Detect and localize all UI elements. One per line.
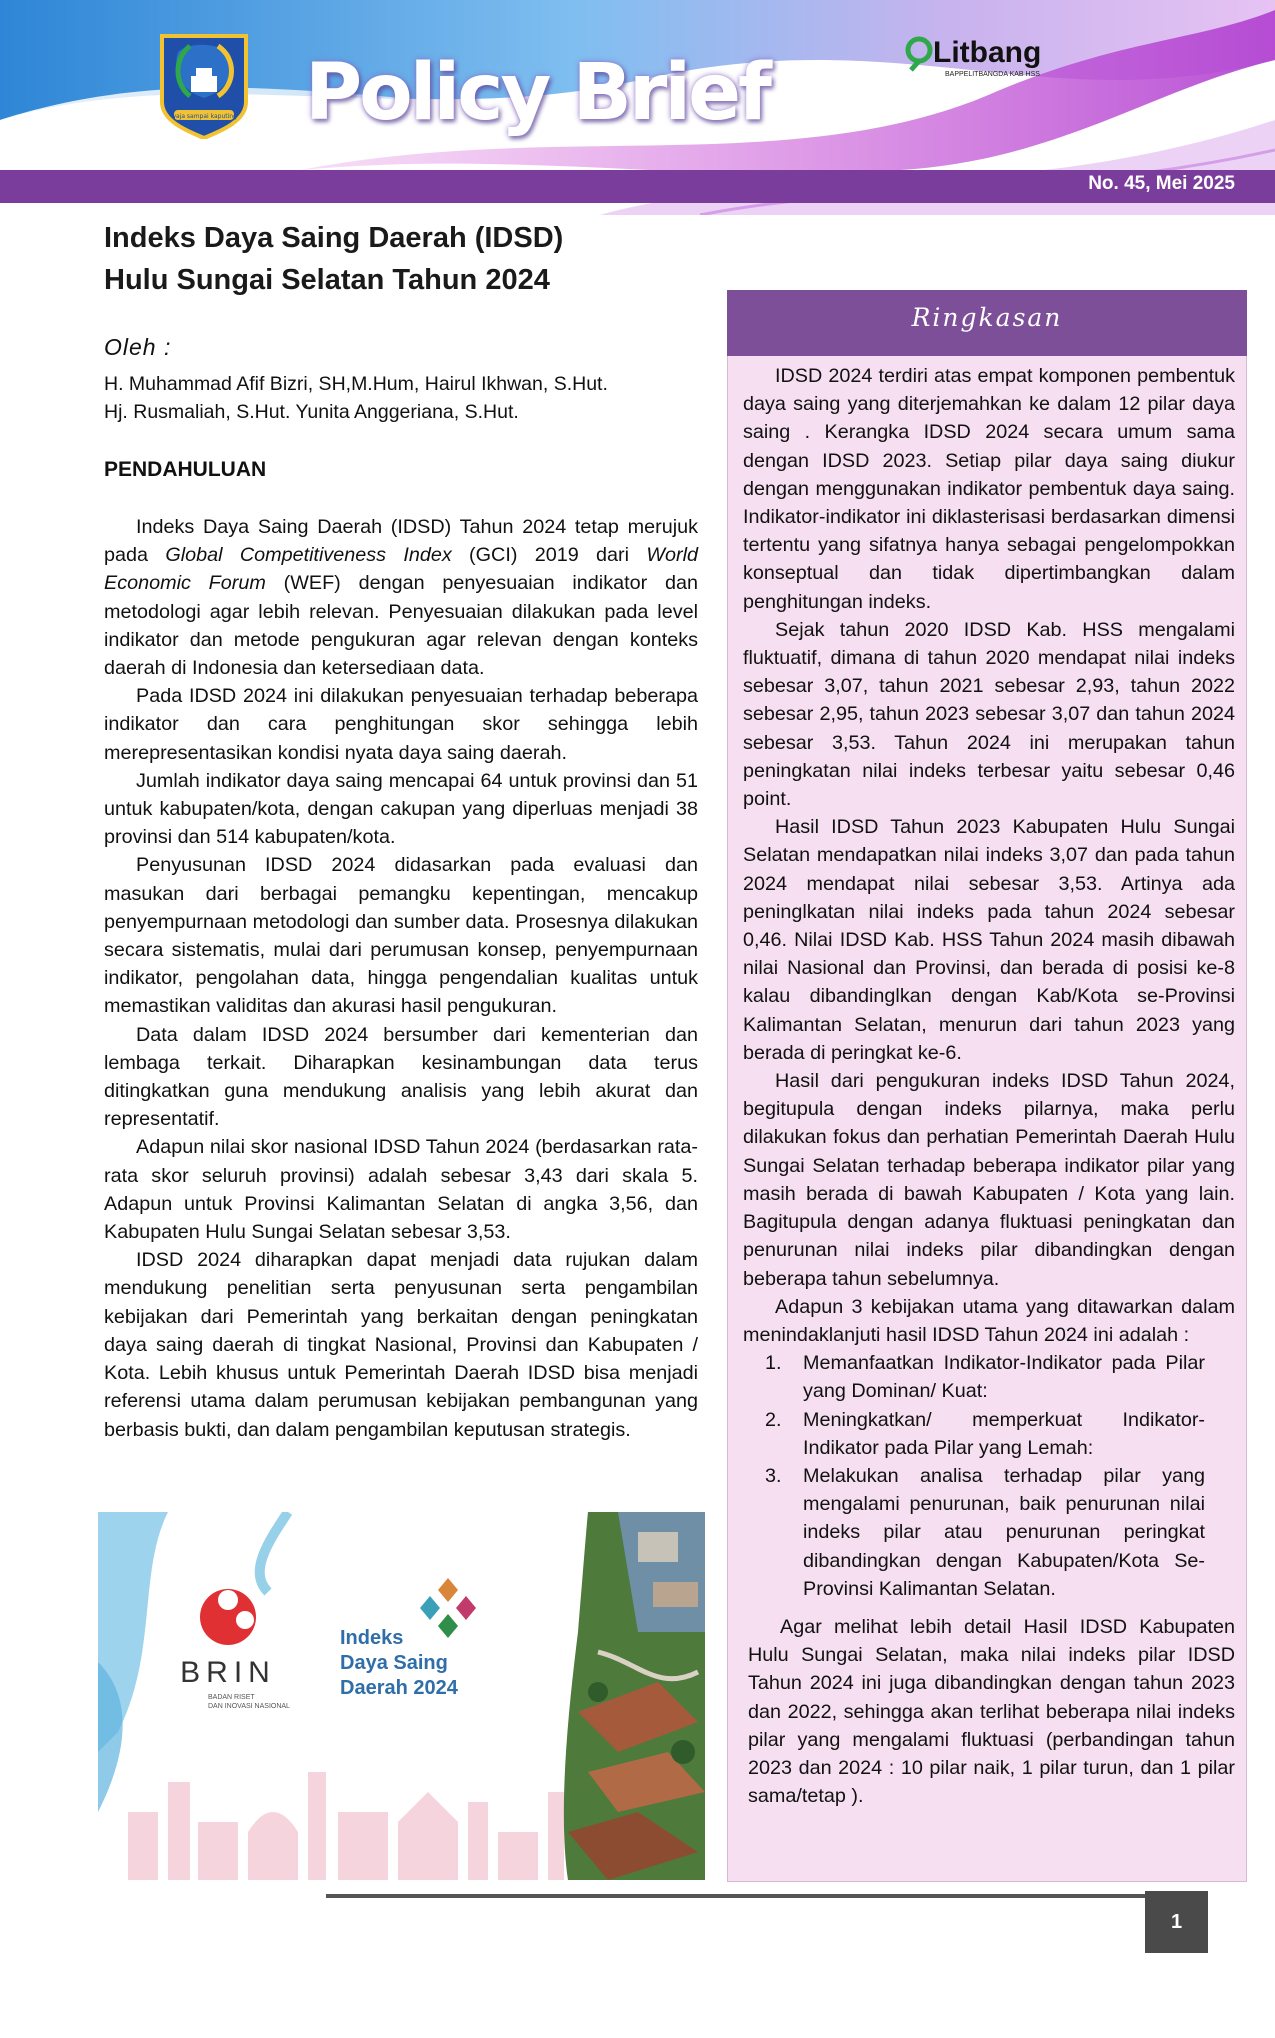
intro-p1-text-b: (GCI) 2019 dari <box>451 544 647 567</box>
summary-title: Ringkasan <box>911 303 1063 332</box>
brin-subtext-2: DAN INOVASI NASIONAL <box>208 1703 290 1710</box>
policy-text: Melakukan analisa terhadap pilar yang mengalami penurunan, baik penurunan nilai indeks pilar atau penurunan peringkat dibandingkan dengan Kabupaten/Kota Se-Provinsi Kalimantan Selatan. <box>803 1464 1205 1600</box>
intro-paragraph-4: Penyusunan IDSD 2024 didasarkan pada evaluasi dan masukan dari berbagai pemangku kepentingan, mencakup penyempurnaan metodologi dan sumber data. Prosesnya dilakukan secara sistematis, mulai dari perumusan konsep, penyempurnaan indikator, pengolahan data, hingga pengendalian kualitas untuk memastikan validitas dan akurasi hasil pengukuran. <box>104 854 698 1018</box>
intro-paragraph-6: Adapun nilai skor nasional IDSD Tahun 2024 (berdasarkan rata-rata skor seluruh provinsi) adalah sebesar 3,43 dari skala 5. Adapun untuk Provinsi Kalimantan Selatan di angka 3,56, dan Kabupaten Hulu Sungai Selatan sebesar 3,53. <box>104 1136 698 1244</box>
idsd-logo-line1: Indeks <box>340 1627 404 1649</box>
policy-list <box>743 1349 1235 1603</box>
authors-line2: Hj. Rusmaliah, S.Hut. Yunita Anggeriana, S.Hut. <box>104 401 519 423</box>
policy-list-item <box>743 1462 1235 1603</box>
document-title-line1: Indeks Daya Saing Daerah (IDSD) <box>104 222 564 254</box>
intro-p1-wef: World Economic Forum <box>104 544 698 595</box>
author-label: Oleh : <box>104 334 172 360</box>
summary-paragraph-1: IDSD 2024 terdiri atas empat komponen pembentuk daya saing yang diterjemahkan ke dalam 12 pilar daya saing . Kerangka IDSD 2024 secara umum sama dengan IDSD 2023. Setiap pilar daya saing diukur dengan menggunakan indikator pembentuk daya saing. Indikator-indikator ini diklasterisasi berdasarkan dimensi tertentu yang sifatnya hanya sebagai pengelompokkan konseptual dan tidak dipertimbangkan dalam penghitungan indeks. <box>743 365 1235 613</box>
litbang-logo <box>905 32 1080 84</box>
crest-motto: waja sampai kaputing <box>171 113 237 120</box>
authors-line1: H. Muhammad Afif Bizri, SH,M.Hum, Hairul Ikhwan, S.Hut. <box>104 373 608 395</box>
regency-crest-logo <box>158 32 250 139</box>
section-heading: PENDAHULUAN <box>104 458 267 481</box>
intro-p1-text-a: Indeks Daya Saing Daerah (IDSD) Tahun 2024 tetap merujuk pada <box>104 516 698 567</box>
intro-paragraph-3: Jumlah indikator daya saing mencapai 64 untuk provinsi dan 51 untuk kabupaten/kota, dengan cakupan yang diperluas menjadi 38 provinsi dan 514 kabupaten/kota. <box>104 769 698 849</box>
intro-paragraph-2: Pada IDSD 2024 ini dilakukan penyesuaian terhadap beberapa indikator dan cara penghitungan skor sehingga lebih merepresentasikan kondisi nyata daya saing daerah. <box>104 685 698 764</box>
intro-paragraph-7: IDSD 2024 diharapkan dapat menjadi data rujukan dalam mendukung penelitian serta penyusunan serta pengambilan kebijakan dari Pemerintah yang berkaitan dengan peningkatan daya saing daerah di tingkat Nasional, Provinsi dan Kabupaten / Kota. Lebih khusus untuk Pemerintah Daerah IDSD bisa menjadi referensi utama dalam perumusan kebijakan pembangunan yang berbasis bukti, dan dalam pengambilan keputusan strategis. <box>104 1249 698 1441</box>
idsd-logo-line3: Daerah 2024 <box>340 1677 458 1699</box>
brin-logo-text: BRIN <box>180 1656 276 1689</box>
summary-paragraph-2: Sejak tahun 2020 IDSD Kab. HSS mengalami fluktuatif, dimana di tahun 2020 mendapat nilai indeks sebesar 3,07, tahun 2021 sebesar 2,93, tahun 2022 sebesar 2,95, tahun 2023 sebesar 3,07 dan tahun 2024 sebesar 3,53. Tahun 2024 ini merupakan tahun peningkatan nilai indeks terbesar yaitu sebesar 0,46 point. <box>743 618 1235 811</box>
intro-paragraph-1 <box>104 513 698 682</box>
introduction-body <box>104 513 698 1444</box>
issue-bar <box>0 170 1275 203</box>
page-number: 1 <box>1145 1891 1208 1953</box>
summary-closing: Agar melihat lebih detail Hasil IDSD Kabupaten Hulu Sungai Selatan, maka nilai indeks pilar IDSD Tahun 2024 ini juga dibandingkan dengan tahun 2023 dan 2022, sehingga akan terlihat beberapa nilai indeks pilar yang mengalami fluktuasi (perbandingan tahun 2023 dan 2024 : 10 pilar naik, 1 pilar turun, dan 1 pilar sama/tetap ). <box>748 1615 1235 1808</box>
policy-text: Memanfaatkan Indikator-Indikator pada Pilar yang Dominan/ Kuat: <box>803 1352 1205 1403</box>
policy-text: Meningkatkan/ memperkuat Indikator-Indikator pada Pilar yang Lemah: <box>803 1408 1205 1459</box>
policy-number: 2. <box>765 1408 782 1431</box>
intro-p1-text-c: (WEF) dengan penyesuaian indikator dan metodologi agar lebih relevan. Penyesuaian dilakukan pada level indikator dan metode pengukuran agar relevan dengan konteks daerah di Indonesia dan ketersediaan data. <box>104 572 698 680</box>
summary-body <box>743 362 1235 1810</box>
idsd-2024-banner-image <box>98 1512 705 1880</box>
idsd-logo-line2: Daya Saing <box>340 1652 448 1674</box>
summary-paragraph-5: Adapun 3 kebijakan utama yang ditawarkan dalam menindaklanjuti hasil IDSD Tahun 2024 ini adalah : <box>743 1295 1235 1346</box>
document-title-line2: Hulu Sungai Selatan Tahun 2024 <box>104 264 550 296</box>
footer-rule <box>326 1894 1146 1898</box>
banner-title: Policy Brief <box>305 48 769 138</box>
policy-number: 3. <box>765 1464 782 1487</box>
town-aerial-photo <box>564 1512 705 1880</box>
litbang-logo-subtext: BAPPELITBANGDA KAB HSS <box>945 71 1040 78</box>
policy-list-item <box>743 1406 1235 1462</box>
intro-paragraph-5: Data dalam IDSD 2024 bersumber dari kementerian dan lembaga terkait. Diharapkan kesinambungan data terus ditingkatkan guna mendukung analisis yang lebih akurat dan representatif. <box>104 1023 698 1131</box>
policy-number: 1. <box>765 1352 782 1375</box>
intro-p1-gci: Global Competitiveness Index <box>165 544 452 567</box>
brin-subtext-1: BADAN RISET <box>208 1694 255 1701</box>
summary-paragraph-3: Hasil IDSD Tahun 2023 Kabupaten Hulu Sungai Selatan mendapatkan nilai indeks 3,07 dan pada tahun 2024 mendapat nilai sebesar 3,53. Artinya ada peninglkatan nilai indeks pada tahun 2024 sebesar 0,46. Nilai IDSD Kab. HSS Tahun 2024 masih dibawah nilai Nasional dan Provinsi, dan berada di posisi ke-8 kalau dibandinglkan dengan Kab/Kota se-Provinsi Kalimantan Selatan, menurun dari tahun 2023 yang berada di peringkat ke-6. <box>743 816 1235 1064</box>
summary-paragraph-4: Hasil dari pengukuran indeks IDSD Tahun 2024, begitupula dengan indeks pilarnya, maka perlu dilakukan fokus dan perhatian Pemerintah Daerah Hulu Sungai Selatan terhadap beberapa indikator pilar yang masih berada di bawah Kabupaten / Kota yang lain. Bagitupula dengan adanya fluktuasi peningkatan dan penurunan nilai indeks pilar dibandingkan dengan beberapa tahun sebelumnya. <box>743 1070 1235 1290</box>
litbang-logo-text: Litbang <box>933 36 1042 69</box>
policy-list-item <box>743 1349 1235 1405</box>
issue-number: No. 45, Mei 2025 <box>1088 173 1235 194</box>
